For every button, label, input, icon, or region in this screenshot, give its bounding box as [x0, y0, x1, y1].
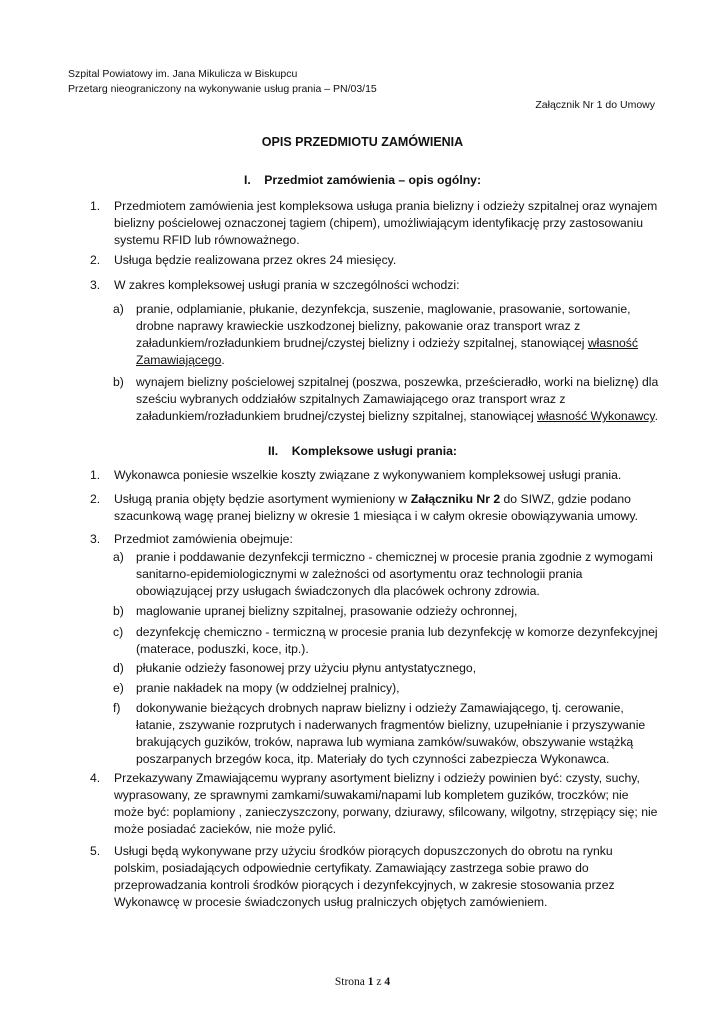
section-1-item-3 — [90, 277, 660, 294]
subitem-underlined: własność Wykonawcy — [537, 409, 655, 423]
item-text-pre: Usługą prania objęty będzie asortyment wymieniony w — [114, 492, 411, 506]
item-text: Wykonawca poniesie wszelkie koszty związane z wykonywaniem kompleksowej usługi prania. — [114, 468, 622, 482]
item-text: W zakres kompleksowej usługi prania w szczególności wchodzi: — [114, 278, 460, 292]
subitem-text — [136, 374, 660, 425]
section-2-item-3 — [90, 531, 660, 548]
subitem-text: maglowanie upranej bielizny szpitalnej, prasowanie odzieży ochronnej, — [136, 604, 518, 618]
section-2-subitem-d — [113, 660, 660, 677]
section-2-subitem-e — [113, 680, 660, 697]
subitem-text: pranie i poddawanie dezynfekcji termiczno - chemicznej w procesie prania zgodnie z wymogami sanitarno-epidemiologicznymi w zależności od asortymentu oraz technologii prania obowiązującej przy usługach świadczonych dla placówek ochrony zdrowia. — [136, 550, 653, 598]
section-2-item-4 — [90, 770, 660, 838]
subitem-text: pranie nakładek na mopy (w oddzielnej pralnicy), — [136, 681, 400, 695]
subitem-end: . — [654, 409, 658, 423]
footer-current-page: 1 — [367, 976, 374, 988]
item-number: 1. — [90, 199, 101, 213]
section-2-subitem-f — [113, 700, 660, 768]
subitem-letter: e) — [113, 681, 124, 695]
section-1-heading: I. Przedmiot zamówienia – opis ogólny: — [243, 173, 481, 187]
document-header — [68, 67, 377, 97]
item-text: Usługa będzie realizowana przez okres 24 miesięcy. — [114, 253, 397, 267]
item-text: Przedmiot zamówienia obejmuje: — [114, 532, 293, 546]
section-2-item-2 — [90, 491, 660, 525]
subitem-letter: a) — [113, 302, 124, 316]
subitem-letter: f) — [113, 701, 121, 715]
item-number: 4. — [90, 771, 101, 785]
page-footer — [0, 974, 725, 991]
item-text — [114, 491, 660, 525]
item-number: 3. — [90, 278, 101, 292]
item-number: 2. — [90, 492, 101, 506]
subitem-letter: b) — [113, 375, 124, 389]
item-number: 5. — [90, 844, 101, 858]
header-hospital-name: Szpital Powiatowy im. Jana Mikulicza w Biskupcu — [68, 68, 298, 80]
section-2-subitem-b — [113, 603, 660, 620]
subitem-letter: a) — [113, 550, 124, 564]
item-number: 2. — [90, 253, 101, 267]
subitem-letter: c) — [113, 625, 124, 639]
section-2-subitem-a — [113, 549, 660, 600]
section-2-heading: II. Kompleksowe usługi prania: — [268, 444, 457, 458]
subitem-text — [136, 301, 660, 369]
item-text: Przedmiotem zamówienia jest kompleksowa usługa prania bielizny i odzieży szpitalnej oraz wynajem bielizny pościelowej oznaczonej tagiem (chipem), umożliwiającym identyfikację przy zastosowaniu systemu RFID lub równoważnego. — [114, 199, 658, 247]
subitem-text: dokonywanie bieżących drobnych napraw bielizny i odzieży Zamawiającego, tj. cerowanie, łatanie, zszywanie rozprutych i naderwanych fragmentów bielizny, uzupełnianie i przyszywanie brakujących guzików, troków, naprawa lub wymiana zamków/suwaków, obszywanie wstążką poszarpanych brzegów koca, itp. Materiały do tych czynności zabezpiecza Wykonawca. — [136, 701, 646, 766]
document-title: OPIS PRZEDMIOTU ZAMÓWIENIA — [261, 135, 464, 149]
section-2-item-1 — [90, 467, 660, 484]
footer-total-pages: 4 — [384, 976, 391, 988]
item-text: Usługi będą wykonywane przy użyciu środków piorących dopuszczonych do obrotu na rynku polskim, posiadających odpowiednie certyfikaty. Zamawiający zastrzega sobie prawo do przeprowadzania kontroli środków piorących i dezynfekcyjnych, w zakresie stosowania przez Wykonawcę w procesie świadczonych usług pralniczych objętych zamówieniem. — [114, 844, 615, 909]
subitem-letter: d) — [113, 661, 124, 675]
footer-separator: z — [376, 976, 382, 988]
subitem-letter: b) — [113, 604, 124, 618]
footer-page-label: Strona — [334, 976, 365, 988]
item-number: 1. — [90, 468, 101, 482]
attachment-label: Załącznik Nr 1 do Umowy — [535, 99, 655, 111]
item-text: Przekazywany Zmawiającemu wyprany asortyment bielizny i odzieży powinien być: czysty, suchy, wyprasowany, ze sprawnymi zamkami/suwakami/napami lub kompletem guzików, troczków; nie może być: poplamiony , zanieczyszczony, porwany, dziurawy, sfilcowany, wilgotny, strzępiący się; nie może posiadać zacieków, nie może pylić. — [114, 771, 658, 836]
item-number: 3. — [90, 532, 101, 546]
section-1-subitem-a — [113, 301, 660, 369]
subitem-text-main: wynajem bielizny pościelowej szpitalnej (poszwa, poszewka, prześcieradło, worki na bieliznę) dla sześciu wybranych oddziałów szpitalnych Zamawiającego oraz transport wraz z załadunkiem/rozładunkiem brudnej/czystej bielizny szpitalnej, stanowiącej — [136, 375, 659, 423]
subitem-text: płukanie odzieży fasonowej przy użyciu płynu antystatycznego, — [136, 661, 477, 675]
item-text-post: do SIWZ, gdzie podano szacunkową wagę pranej bielizny w okresie 1 miesiąca i w całym okresie obowiązywania umowy. — [114, 492, 639, 523]
section-1-subitem-b — [113, 374, 660, 425]
section-2-subitem-c — [113, 624, 660, 658]
item-text-bold: Załączniku Nr 2 — [410, 492, 501, 506]
section-1-item-2 — [90, 252, 660, 269]
header-tender-name: Przetarg nieograniczony na wykonywanie usług prania – PN/03/15 — [68, 83, 377, 95]
section-1-item-1 — [90, 198, 660, 249]
subitem-text: dezynfekcję chemiczno - termiczną w procesie prania lub dezynfekcję w komorze dezynfekcyjnej (materace, poduszki, koce, itp.). — [136, 625, 658, 656]
subitem-text-main: pranie, odplamianie, płukanie, dezynfekcja, suszenie, maglowanie, prasowanie, sortowanie, drobne naprawy krawieckie uszkodzonej bielizny, pakowanie oraz transport wraz z załadunkiem/rozładunkiem brudnej/czystej bielizny i odzieży szpitalnej, stanowiącej — [136, 302, 631, 350]
subitem-underlined: własność Zamawiającego — [136, 336, 638, 367]
subitem-end: . — [221, 353, 225, 367]
section-2-item-5 — [90, 843, 660, 911]
